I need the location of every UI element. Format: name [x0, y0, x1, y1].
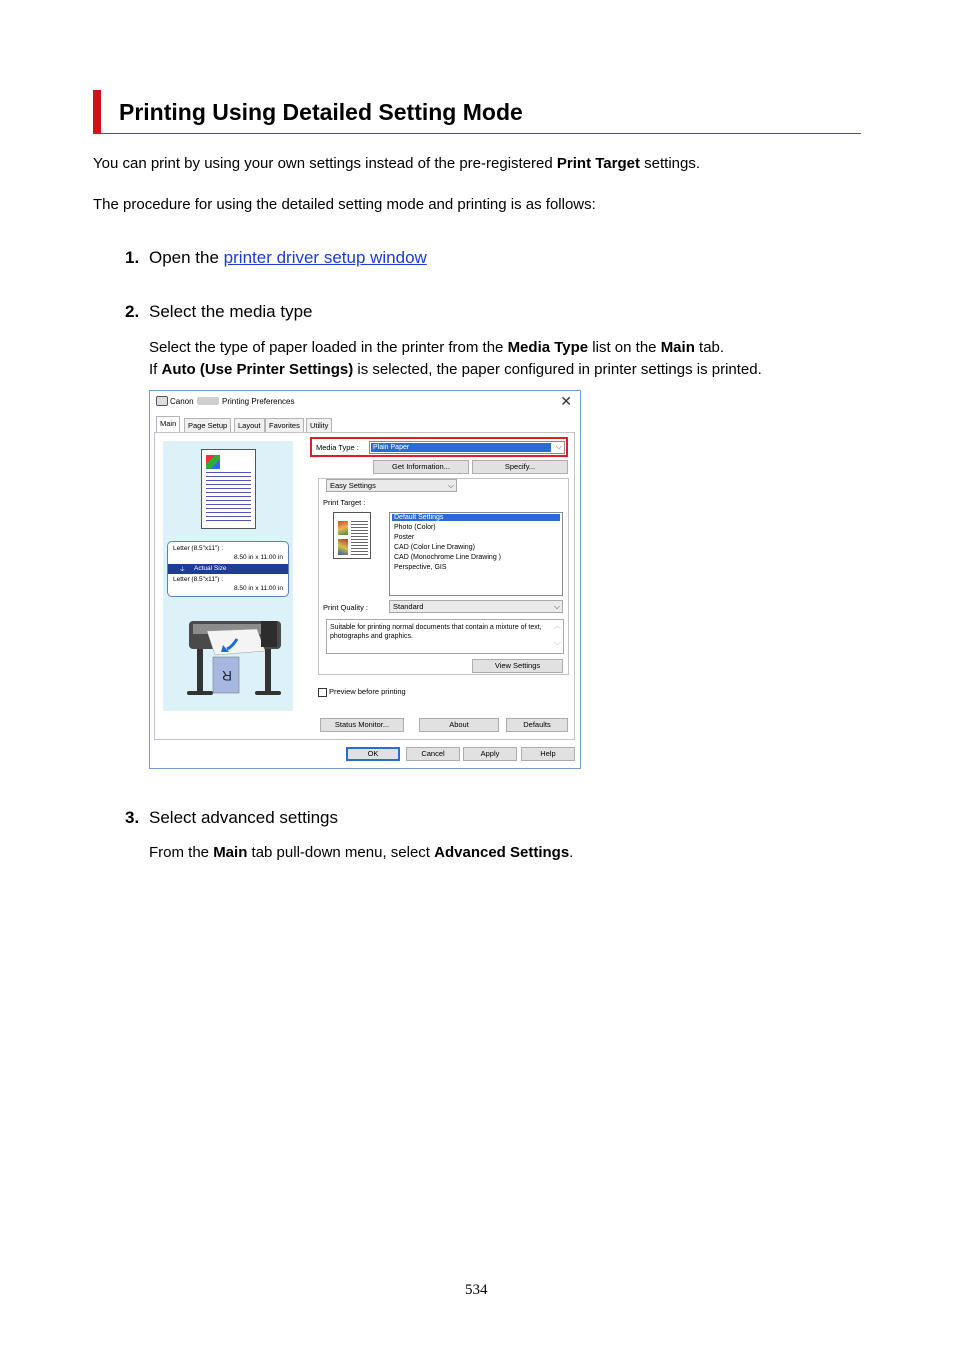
media-type-select[interactable]	[369, 441, 565, 454]
media-type-value: Plain Paper	[371, 443, 551, 452]
step-2-text: Select the media type	[149, 302, 313, 321]
preview-image-icon	[206, 455, 220, 469]
heading-accent-bar	[93, 90, 101, 133]
list-item[interactable]: CAD (Monochrome Line Drawing )	[394, 554, 501, 561]
intro-text: You can print by using your own settings instead of the pre-registered	[93, 155, 557, 172]
status-monitor-button[interactable]: Status Monitor...	[320, 718, 404, 732]
desc-text: tab.	[694, 339, 725, 356]
print-preview-area	[163, 441, 293, 711]
preview-text-lines	[206, 472, 251, 524]
step-2-number: 2.	[125, 302, 140, 321]
printer-icon	[156, 396, 168, 406]
thumbnail-photo-2	[338, 539, 348, 555]
list-item[interactable]: Default Settings	[392, 514, 560, 521]
paper-preview	[201, 449, 256, 529]
print-target-description	[326, 619, 564, 654]
tab-layout[interactable]: Layout	[234, 418, 265, 432]
actual-size-label: Actual Size	[194, 565, 227, 572]
desc-text: list on the	[588, 339, 661, 356]
preview-before-printing-checkbox[interactable]	[318, 687, 406, 697]
defaults-button[interactable]: Defaults	[506, 718, 568, 732]
chevron-down-icon: ⌵	[553, 602, 560, 611]
intro-bold-term: Print Target	[556, 155, 640, 172]
original-size-value: 8.50 in x 11.00 in	[233, 554, 283, 561]
intro-paragraph-1	[93, 155, 700, 172]
original-size-label: Letter (8.5"x11") :	[173, 545, 224, 552]
redacted-model-name	[197, 397, 219, 405]
desc-text: If	[149, 361, 162, 378]
step-2-description-1	[149, 339, 724, 356]
desc-bold: Main	[660, 339, 695, 356]
scroll-up-icon[interactable]: ︿	[554, 623, 561, 630]
step-3-description	[149, 844, 573, 861]
thumbnail-photo-1	[338, 521, 348, 535]
tab-main[interactable]: Main	[156, 416, 180, 432]
intro-paragraph-2: The procedure for using the detailed setting mode and printing is as follows:	[93, 196, 596, 213]
media-type-label: Media Type :	[316, 443, 359, 452]
description-text: Suitable for printing normal documents that contain a mixture of text, photographs and graphics.	[330, 624, 542, 640]
list-item[interactable]: Poster	[394, 534, 415, 541]
dialog-title-bar	[150, 391, 580, 413]
checkbox-label: Preview before printing	[329, 687, 406, 696]
step-1-number: 1.	[125, 248, 140, 267]
cancel-button[interactable]: Cancel	[406, 747, 460, 761]
print-target-label: Print Target :	[323, 498, 366, 507]
list-item[interactable]: Photo (Color)	[394, 524, 436, 531]
settings-group	[318, 478, 569, 675]
desc-bold: Main	[213, 844, 248, 861]
page-title: Printing Using Detailed Setting Mode	[119, 99, 523, 125]
paper-size-info	[167, 541, 289, 597]
desc-text: tab pull-down menu, select	[247, 844, 435, 861]
settings-mode-value: Easy Settings	[330, 481, 376, 490]
view-settings-button[interactable]: View Settings	[472, 659, 563, 673]
desc-text: Select the type of paper loaded in the printer from the	[149, 339, 508, 356]
print-target-thumbnail	[333, 512, 371, 559]
tab-utility[interactable]: Utility	[306, 418, 332, 432]
scroll-down-icon[interactable]: ﹀	[554, 643, 561, 650]
media-type-callout	[310, 437, 568, 457]
desc-text: From the	[149, 844, 214, 861]
chevron-down-icon: ⌵	[555, 442, 562, 451]
print-quality-label: Print Quality :	[323, 603, 369, 612]
section-heading	[93, 90, 861, 134]
desc-text: .	[569, 844, 574, 861]
specify-button[interactable]: Specify...	[472, 460, 568, 474]
about-button[interactable]: About	[419, 718, 499, 732]
chevron-down-icon: ⌵	[447, 481, 454, 490]
step-2-description-2	[149, 361, 762, 378]
printer-driver-setup-link[interactable]: printer driver setup window	[223, 248, 427, 267]
printing-preferences-dialog	[149, 390, 581, 769]
intro-text-end: settings.	[639, 155, 700, 172]
apply-button[interactable]: Apply	[463, 747, 517, 761]
main-tab-panel	[154, 432, 575, 740]
help-button[interactable]: Help	[521, 747, 575, 761]
tab-page-setup[interactable]: Page Setup	[184, 418, 231, 432]
thumbnail-text-lines	[351, 521, 368, 555]
get-information-button[interactable]: Get Information...	[373, 460, 469, 474]
output-size-value: 8.50 in x 11.00 in	[233, 585, 283, 592]
dialog-title-text: Printing Preferences	[222, 397, 295, 406]
page-number: 534	[465, 1282, 488, 1298]
checkbox-box[interactable]	[318, 688, 327, 697]
close-icon[interactable]: ✕	[560, 393, 572, 409]
output-size-label: Letter (8.5"x11") :	[173, 576, 224, 583]
list-item[interactable]: CAD (Color Line Drawing)	[394, 544, 475, 551]
step-3-number: 3.	[125, 808, 140, 827]
step-1-text	[149, 248, 427, 268]
large-format-printer-icon	[177, 603, 287, 703]
arrow-down-icon: 🡣	[180, 566, 185, 573]
desc-text: is selected, the paper configured in printer settings is printed.	[353, 361, 762, 378]
step-3-text: Select advanced settings	[149, 808, 339, 827]
tab-favorites[interactable]: Favorites	[265, 418, 304, 432]
print-quality-value: Standard	[393, 602, 424, 611]
svg-text:R: R	[221, 668, 232, 684]
dialog-title-brand: Canon	[170, 397, 194, 406]
ok-button[interactable]: OK	[346, 747, 400, 761]
desc-bold: Media Type	[507, 339, 589, 356]
print-quality-select[interactable]	[389, 600, 563, 613]
step-1-label: Open the	[149, 248, 224, 267]
desc-bold: Advanced Settings	[434, 844, 570, 861]
settings-mode-select[interactable]	[326, 479, 457, 492]
actual-size-row	[168, 564, 288, 574]
list-item[interactable]: Perspective, GIS	[394, 564, 447, 571]
print-target-list[interactable]	[389, 512, 563, 596]
desc-bold: Auto (Use Printer Settings)	[161, 361, 354, 378]
